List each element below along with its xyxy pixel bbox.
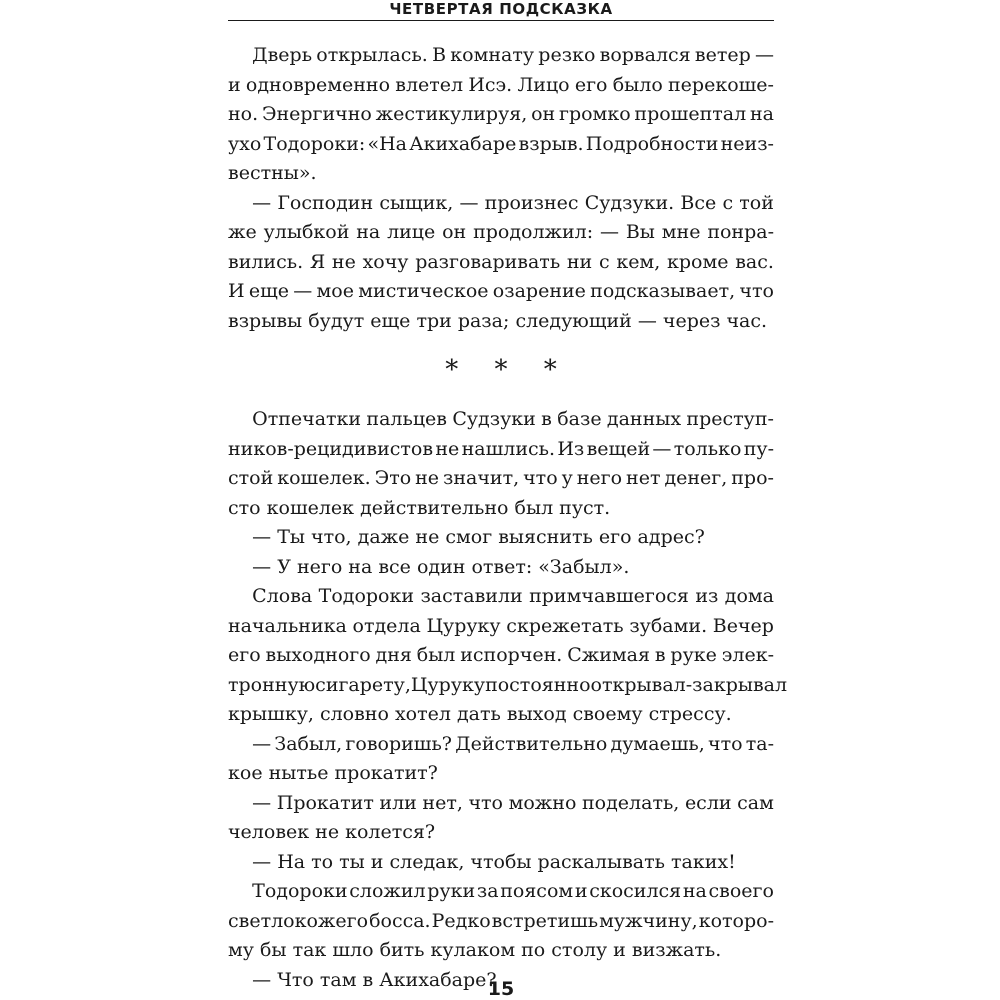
text-line: Отпечатки пальцев Судзуки в базе данных преступ-: [228, 408, 774, 430]
text-line: тронную сигарету, Цуруку постоянно открывал-закрывал: [228, 673, 788, 696]
text-line: — На то ты и следак, чтобы раскалывать таких!: [228, 850, 736, 873]
text-line: му бы так шло бить кулаком по столу и визжать.: [228, 939, 722, 961]
text-line: — У него на все один ответ: «Забыл».: [228, 555, 630, 578]
text-line: стой кошелек. Это не значит, что у него нет денег, про-: [228, 467, 774, 489]
text-block-2: [228, 405, 788, 995]
text-line: — Ты что, даже не смог выяснить его адрес?: [228, 526, 705, 548]
text-line: его выходного дня был испорчен. Сжимая в руке элек-: [228, 644, 774, 666]
text-line: — Забыл, говоришь? Действительно думаешь, что та-: [228, 732, 774, 755]
section-separator: * * *: [445, 355, 571, 385]
text-line: начальника отдела Цуруку скрежетать зубами. Вечер: [228, 614, 774, 637]
text-line: ников-рецидивистов не нашлись. Из вещей — только пу-: [228, 437, 774, 460]
text-line: Дверь открылась. В комнату резко ворвался ветер —: [228, 44, 774, 66]
text-line: — Что там в Акихабаре?: [228, 968, 497, 991]
text-line: крышку, словно хотел дать выход своему стрессу.: [228, 703, 732, 725]
text-block-1: [228, 41, 774, 336]
text-line: сто кошелек действительно был пуст.: [228, 496, 611, 519]
text-line: — Господин сыщик, — произнес Судзуки. Все с той: [228, 191, 774, 214]
text-line: Тодороки сложил руки за поясом и скосился на своего: [228, 880, 774, 902]
text-line: и одновременно влетел Исэ. Лицо его было перекоше-: [228, 73, 774, 96]
running-header-title: ЧЕТВЕРТАЯ ПОДСКАЗКА: [389, 0, 613, 18]
text-line: же улыбкой на лице он продолжил: — Вы мне понра-: [228, 221, 774, 243]
text-line: вились. Я не хочу разговаривать ни с кем, кроме вас.: [228, 250, 774, 273]
text-line: И еще — мое мистическое озарение подсказывает, что: [228, 280, 774, 302]
text-line: ухо Тодороки: «На Акихабаре взрыв. Подробности неиз-: [228, 132, 774, 155]
text-line: вестны».: [228, 162, 317, 184]
text-line: но. Энергично жестикулируя, он громко прошептал на: [228, 103, 774, 125]
text-line: светлокожего босса. Редко встретишь мужчину, которо-: [228, 909, 774, 932]
text-line: — Прокатит или нет, что можно поделать, если сам: [228, 791, 774, 814]
text-line: взрывы будут еще три раза; следующий — через час.: [228, 309, 768, 332]
text-line: человек не колется?: [228, 821, 436, 843]
text-line: кое нытье прокатит?: [228, 762, 438, 784]
header-rule: [228, 20, 774, 21]
page-number: 15: [487, 978, 515, 1000]
text-line: Слова Тодороки заставили примчавшегося из дома: [228, 585, 774, 607]
